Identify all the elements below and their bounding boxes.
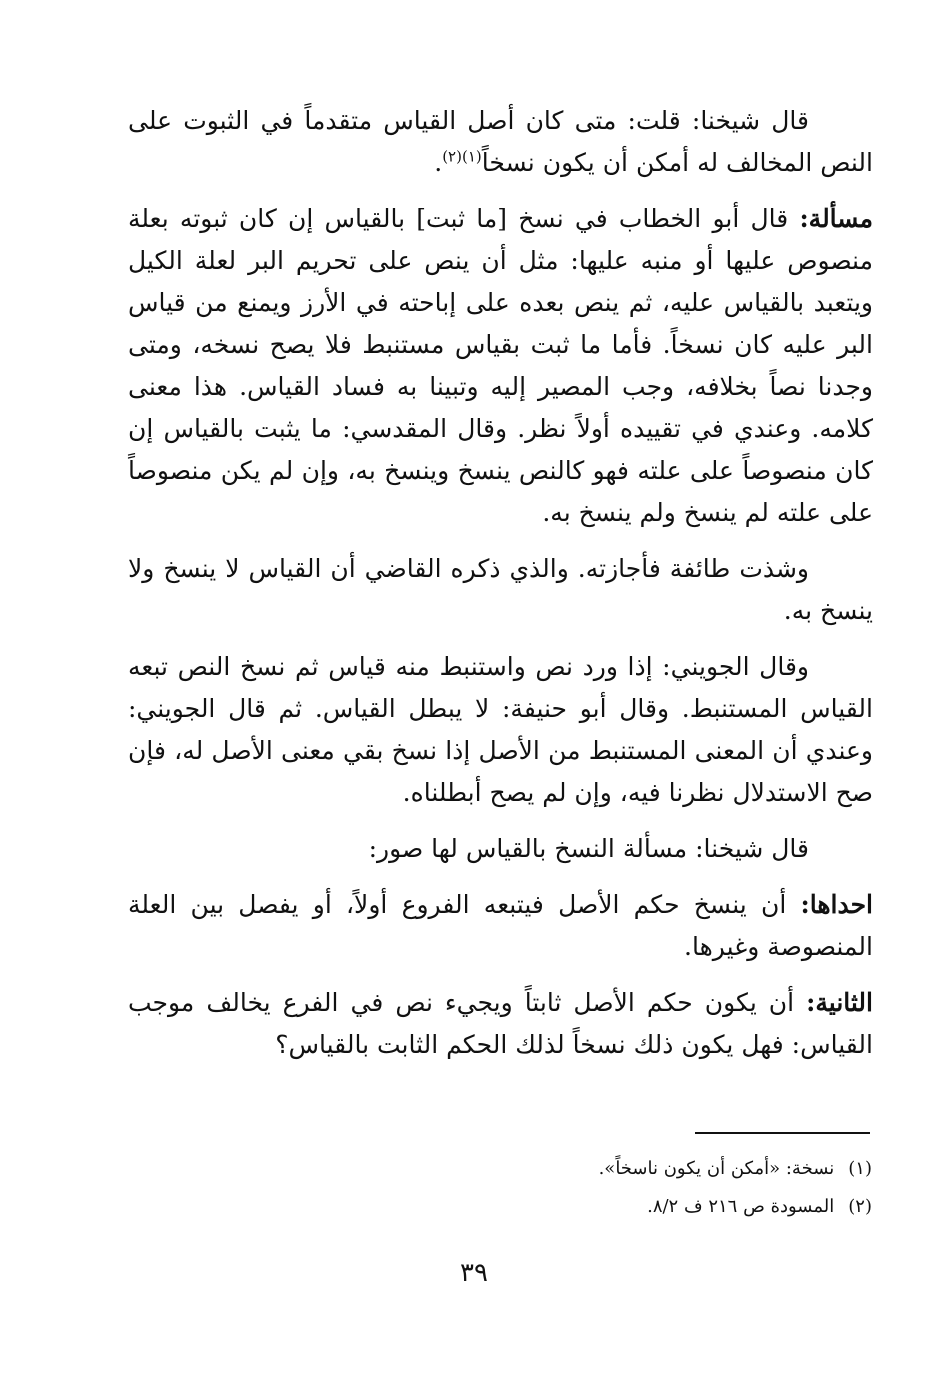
paragraph-3 bbox=[128, 548, 873, 632]
footnote-2-text: المسودة ص ٢١٦ ف ٨/٢. bbox=[647, 1196, 835, 1217]
footnote-2-number: (٢) bbox=[848, 1196, 872, 1217]
footnote-1-text: نسخة: «أمكن أن يكون ناسخاً». bbox=[598, 1158, 835, 1179]
footnotes bbox=[300, 1150, 872, 1226]
paragraph-2-heading: مسألة: bbox=[799, 204, 873, 233]
paragraph-7-text: أن يكون حكم الأصل ثابتاً ويجيء نص في الفرع يخالف موجب القياس: فهل يكون ذلك نسخاً لذلك الحكم الثابت بالقياس؟ bbox=[128, 988, 873, 1059]
paragraph-5-text: قال شيخنا: مسألة النسخ بالقياس لها صور: bbox=[368, 834, 809, 863]
paragraph-6-heading: احداها: bbox=[800, 890, 873, 919]
footnote-1-number: (١) bbox=[848, 1158, 872, 1179]
footnote-2 bbox=[300, 1188, 872, 1226]
paragraph-5 bbox=[128, 828, 873, 870]
paragraph-4-text: وقال الجويني: إذا ورد نص واستنبط منه قياس ثم نسخ النص تبعه القياس المستنبط. وقال أبو حنيفة: لا يبطل القياس. ثم قال الجويني: وعندي أن المعنى المستنبط من الأصل إذا نسخ بقي معنى الأصل له، فإن صح الاستدلال نظرنا فيه، وإن لم يصح أبطلناه. bbox=[128, 652, 873, 807]
paragraph-2 bbox=[128, 198, 873, 534]
page-number: ٣٩ bbox=[460, 1258, 488, 1288]
paragraph-6 bbox=[128, 884, 873, 968]
paragraph-4 bbox=[128, 646, 873, 814]
paragraph-1 bbox=[128, 100, 873, 184]
footnote-1 bbox=[300, 1150, 872, 1188]
paragraph-1-tail: . bbox=[434, 148, 443, 177]
footnote-reference: (١)(٢) bbox=[442, 147, 482, 166]
paragraph-2-text: قال أبو الخطاب في نسخ [ما ثبت] بالقياس إن كان ثبوته بعلة منصوص عليها أو منبه عليها: مثل أن ينص على تحريم البر لعلة الكيل ويتعبد بالقياس عليه، ثم ينص بعده على إباحته في الأرز ويمنع من قياس البر عليه كان نسخاً. فأما ما ثبت بقياس مستنبط فلا يصح نسخه، ومتى وجدنا نصاً بخلافه، وجب المصير إليه وتبينا به فساد القياس. هذا معنى كلامه. وعندي في تقييده أولاً نظر. وقال المقدسي: ما يثبت بالقياس إن كان منصوصاً على علته فهو كالنص ينسخ وينسخ به، وإن لم يكن منصوصاً على علته لم ينسخ ولم ينسخ به. bbox=[128, 204, 873, 527]
paragraph-6-text: أن ينسخ حكم الأصل فيتبعه الفروع أولاً، أو يفصل بين العلة المنصوصة وغيرها. bbox=[128, 890, 873, 961]
main-text bbox=[128, 100, 873, 1080]
paragraph-7-heading: الثانية: bbox=[806, 988, 873, 1017]
paragraph-1-text: قال شيخنا: قلت: متى كان أصل القياس متقدماً في الثبوت على النص المخالف له أمكن أن يكون نسخاً bbox=[128, 106, 873, 177]
footnote-divider bbox=[695, 1132, 870, 1134]
paragraph-7 bbox=[128, 982, 873, 1066]
paragraph-3-text: وشذت طائفة فأجازته. والذي ذكره القاضي أن القياس لا ينسخ ولا ينسخ به. bbox=[128, 554, 873, 625]
